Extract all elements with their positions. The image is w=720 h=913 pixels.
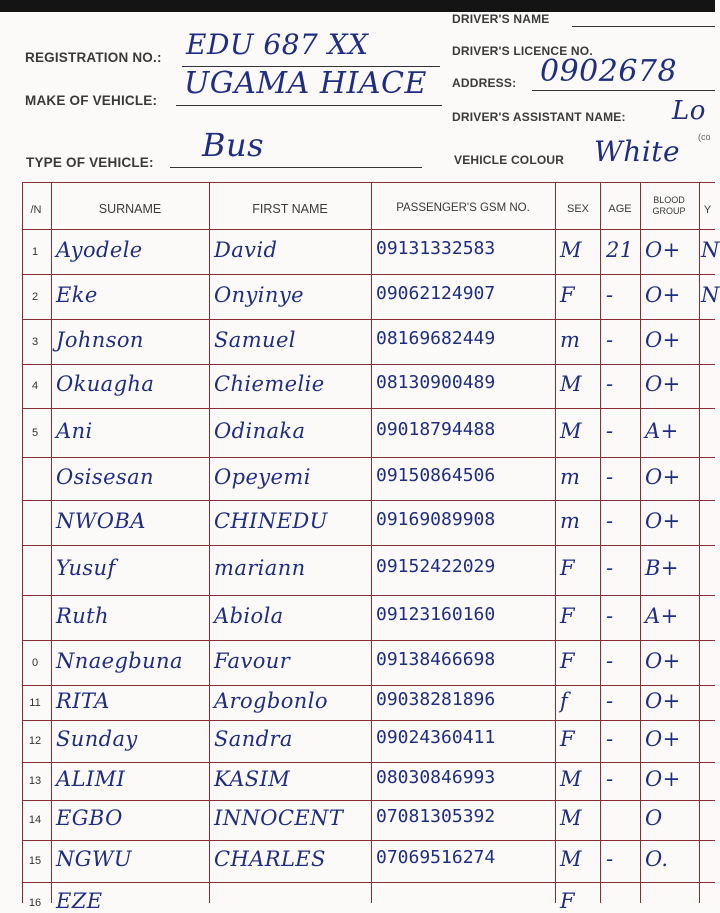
cell-blood-group: A+ [645, 603, 679, 628]
cell-blood-group: O. [645, 847, 669, 871]
table-col-line [51, 182, 52, 903]
cell-sn: 12 [28, 735, 42, 747]
cell-blood-group: B+ [645, 556, 679, 580]
cell-age: - [606, 847, 614, 871]
cell-first-name: CHARLES [214, 847, 326, 871]
type-of-vehicle-label: TYPE OF VEHICLE: [26, 155, 154, 170]
cell-age: - [606, 372, 614, 396]
cell-gsm: 09062124907 [376, 282, 496, 304]
cell-sex: F [560, 727, 575, 751]
cell-age: - [606, 556, 614, 580]
cell-first-name: Sandra [214, 727, 293, 751]
col-header-sn: /N [30, 204, 42, 216]
table-row-line [22, 882, 715, 883]
cell-sex: M [560, 767, 582, 791]
cell-surname: Osisesan [56, 464, 154, 489]
cell-sex: F [560, 603, 575, 628]
table-row-line [22, 364, 715, 365]
table-row-line [22, 182, 715, 183]
cell-gsm: 07081305392 [376, 806, 496, 827]
cell-age: - [606, 767, 614, 791]
table-row-line [22, 840, 715, 841]
table-col-line [640, 182, 641, 903]
address-label: ADDRESS: [452, 76, 517, 90]
cell-gsm: 09038281896 [376, 688, 496, 710]
col-header-gsm: PASSENGER'S GSM NO. [396, 202, 530, 214]
cell-blood-group: O+ [645, 327, 681, 352]
address-line [532, 90, 715, 91]
cell-extra: N [701, 237, 720, 262]
make-of-vehicle-line [176, 105, 442, 106]
cell-sn: 3 [31, 335, 39, 348]
table-row-line [22, 545, 715, 546]
cell-surname: Johnson [56, 327, 144, 352]
make-of-vehicle-value: UGAMA HIACE [184, 66, 427, 101]
cell-age: - [606, 688, 614, 713]
cell-blood-group: A+ [645, 418, 679, 443]
type-of-vehicle-line [170, 167, 422, 168]
cell-surname: Okuagha [56, 372, 155, 396]
table-col-line [699, 182, 700, 903]
table-row-line [22, 229, 715, 230]
cell-sn: 13 [28, 775, 42, 787]
cell-blood-group: O+ [645, 767, 681, 791]
cell-gsm: 08130900489 [376, 372, 496, 393]
table-col-line [555, 182, 556, 903]
cell-age: - [606, 648, 614, 673]
table-row-line [22, 274, 715, 275]
cell-surname: Ayodele [56, 237, 143, 262]
cell-first-name: CHINEDU [214, 508, 328, 533]
cell-age: - [606, 727, 614, 751]
cell-sex: M [560, 237, 582, 262]
cell-surname: NWOBA [56, 508, 146, 533]
cell-gsm: 08169682449 [376, 327, 496, 349]
cell-sex: M [560, 372, 582, 396]
cell-blood-group: O+ [645, 464, 681, 489]
type-of-vehicle-value: Bus [202, 126, 265, 164]
cell-surname: RITA [56, 688, 110, 713]
cell-gsm: 09131332583 [376, 237, 496, 259]
top-dark-bar [0, 0, 715, 12]
registration-value: EDU 687 XX [186, 28, 369, 61]
cell-surname: Yusuf [56, 556, 116, 580]
cell-age: 21 [606, 237, 634, 262]
cell-gsm: 09123160160 [376, 603, 496, 625]
cell-sn: 5 [31, 426, 39, 439]
cell-sn: 15 [28, 855, 42, 867]
table-row-line [22, 408, 715, 409]
cell-blood-group: O [645, 806, 663, 830]
cell-gsm: 09024360411 [376, 727, 496, 748]
cell-sex: f [560, 688, 569, 713]
cell-age: - [606, 508, 614, 533]
col-header-blood-line1: BLOOD [653, 195, 685, 205]
cell-sex: M [560, 806, 582, 830]
drivers-assistant-value: Lo [672, 96, 706, 126]
cell-age: - [606, 282, 614, 307]
cell-sex: M [560, 847, 582, 871]
cell-sn: 1 [31, 245, 39, 258]
cell-first-name: Opeyemi [214, 464, 311, 489]
table-col-line [600, 182, 601, 903]
vehicle-colour-value: White [594, 135, 681, 168]
cell-first-name: mariann [214, 556, 306, 580]
table-col-line [209, 182, 210, 903]
cell-surname: NGWU [56, 847, 133, 871]
cell-blood-group: O+ [645, 688, 681, 713]
cell-blood-group: O+ [645, 372, 681, 396]
address-value: 0902678 [540, 54, 678, 89]
cell-surname: Eke [56, 282, 98, 307]
cell-first-name: Favour [214, 648, 291, 673]
cell-blood-group: O+ [645, 237, 681, 262]
cell-sn: 14 [28, 814, 42, 826]
cell-surname: Sunday [56, 727, 138, 751]
table-row-line [22, 640, 715, 641]
cell-first-name: Samuel [214, 327, 296, 352]
cell-surname: EZE [56, 888, 103, 913]
cell-age: - [606, 603, 614, 628]
cell-gsm: 09169089908 [376, 508, 496, 530]
drivers-name-line [572, 26, 715, 27]
cell-sex: M [560, 418, 582, 443]
cell-first-name: Arogbonlo [214, 688, 328, 713]
cell-sex: F [560, 888, 575, 913]
cell-gsm: 09150864506 [376, 464, 496, 486]
cell-first-name: Chiemelie [214, 372, 325, 396]
drivers-name-label: DRIVER'S NAME [452, 12, 550, 26]
cell-first-name: Abiola [214, 603, 284, 628]
table-row-line [22, 685, 715, 686]
make-of-vehicle-label: MAKE OF VEHICLE: [25, 93, 158, 108]
table-row-line [22, 500, 715, 501]
cell-sn: 2 [31, 290, 39, 303]
cell-first-name: KASIM [214, 767, 291, 791]
cell-sn: 4 [31, 380, 39, 392]
cell-blood-group: O+ [645, 508, 681, 533]
table-row-line [22, 762, 715, 763]
col-header-extra: Y [703, 204, 712, 216]
cell-sex: m [560, 508, 581, 533]
table-row-line [22, 720, 715, 721]
cell-surname: ALIMI [56, 767, 126, 791]
cell-sn: 16 [28, 896, 42, 909]
cell-gsm: 09152422029 [376, 556, 496, 577]
cell-blood-group: O+ [645, 282, 681, 307]
cell-gsm: 08030846993 [376, 767, 496, 788]
cell-sex: F [560, 648, 575, 673]
cell-age: - [606, 327, 614, 352]
cell-sex: F [560, 282, 575, 307]
cell-first-name: INNOCENT [214, 806, 344, 830]
cell-surname: Ruth [56, 603, 109, 628]
table-row-line [22, 595, 715, 596]
cell-sex: F [560, 556, 575, 580]
registration-label: REGISTRATION NO.: [25, 50, 162, 65]
drivers-licence-label: DRIVER'S LICENCE NO. [452, 44, 593, 58]
drivers-assistant-label: DRIVER'S ASSISTANT NAME: [452, 110, 626, 124]
cell-sex: m [560, 327, 581, 352]
cell-gsm: 09138466698 [376, 648, 496, 670]
col-header-surname: SURNAME [98, 202, 162, 216]
cell-first-name: Onyinye [214, 282, 304, 307]
cell-sex: m [560, 464, 581, 489]
cell-sn: 11 [29, 696, 41, 709]
col-header-age: AGE [608, 203, 632, 215]
cell-gsm: 07069516274 [376, 847, 496, 868]
cell-blood-group: O+ [645, 727, 681, 751]
cell-gsm: 09018794488 [376, 418, 496, 440]
vehicle-colour-label: VEHICLE COLOUR [454, 153, 565, 167]
table-row-line [22, 319, 715, 320]
col-header-first-name: FIRST NAME [252, 202, 328, 216]
table-row-line [22, 457, 715, 458]
cell-surname: Ani [56, 418, 93, 443]
vehicle-colour-small-print: (co [698, 132, 711, 142]
cell-surname: EGBO [56, 806, 123, 830]
cell-age: - [606, 464, 614, 489]
cell-sn: 0 [31, 656, 39, 669]
cell-extra: N [701, 282, 720, 307]
cell-blood-group: O+ [645, 648, 681, 673]
col-header-sex: SEX [566, 203, 589, 215]
table-col-line [22, 182, 23, 903]
col-header-blood-line2: GROUP [652, 206, 686, 216]
cell-first-name: Odinaka [214, 418, 306, 443]
cell-first-name: David [214, 237, 278, 262]
table-col-line [371, 182, 372, 903]
cell-age: - [606, 418, 614, 443]
table-row-line [22, 800, 715, 801]
cell-surname: Nnaegbuna [56, 648, 183, 673]
